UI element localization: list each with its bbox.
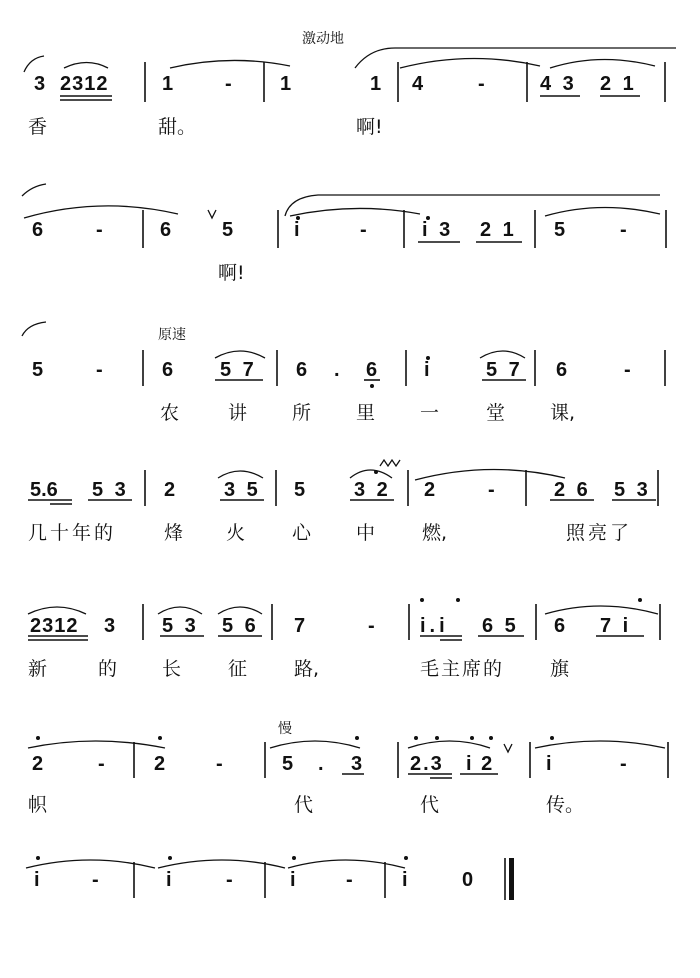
note: 2 1 [600,73,634,95]
slur [215,351,265,358]
note: 5 3 [614,479,648,501]
slur [270,741,360,748]
octave-dot-high [470,736,474,740]
note: - [368,615,375,637]
lyric: 讲 [228,402,248,424]
octave-dot-low [370,384,374,388]
tempo-mark: 原速 [158,327,186,343]
octave-dot-high [489,736,493,740]
slur [28,607,86,614]
note: . [334,359,340,381]
lyric: 路, [294,658,320,680]
lyric: 啊! [356,116,383,138]
lyric: 传。 [546,794,585,816]
lyric: 毛主席的 [420,658,505,680]
note: i [290,869,296,891]
octave-dot-high [36,856,40,860]
note: 2 [154,753,166,775]
lyric: 香 [28,116,48,138]
lyric: 照亮了 [566,522,633,544]
lyric: 农 [160,402,180,424]
note: 5 3 [92,479,126,501]
lyric: 一 [420,402,440,424]
slur [22,322,46,336]
slur [288,860,405,868]
note: - [620,753,627,775]
note: 2 1 [480,219,514,241]
slur [28,741,165,748]
note: 5 [554,219,566,241]
lyric: 燃, [422,522,448,544]
note: 5 [294,479,306,501]
breath-mark [504,744,512,752]
note: - [226,869,233,891]
note: 2 [424,479,436,501]
slur [290,208,420,216]
slur [545,606,658,614]
lyric: 旗 [550,658,570,680]
lyric: 课, [550,402,576,424]
slur [218,607,262,614]
note: 3 [104,615,116,637]
lyric: 帜 [28,794,48,816]
octave-dot-high [456,598,460,602]
note: i 3 [422,219,451,241]
slur [350,470,392,478]
octave-dot-high [414,736,418,740]
octave-dot-high [292,856,296,860]
octave-dot-high [374,470,378,474]
lyric: 堂 [486,402,506,424]
slur [64,63,108,69]
note: i [546,753,552,775]
note: 5 3 [162,615,196,637]
note: - [360,219,367,241]
note: - [92,869,99,891]
slur [535,741,665,748]
trill-mark [380,460,400,466]
slur [158,607,202,614]
note: 3 [351,753,363,775]
lyric: 甜。 [158,116,197,138]
slur [24,56,44,72]
note: 6 [366,359,378,381]
note: 5 [32,359,44,381]
slur [218,471,263,478]
lyric: 所 [292,402,312,424]
note: 5 [222,219,234,241]
note: 4 3 [540,73,574,95]
note: 3 2 [354,479,388,501]
note: 7 [294,615,306,637]
slur [285,195,660,216]
slur [545,207,660,216]
note: 1 [280,73,292,95]
note: - [216,753,223,775]
note: 2.3 [410,753,444,775]
slur [400,58,540,68]
note: 3 [34,73,46,95]
note: 2312 [30,615,79,637]
lyric: 代 [294,794,314,816]
note: 2 6 [554,479,588,501]
slur [26,860,155,868]
octave-dot-high [638,598,642,602]
note: 5 7 [220,359,254,381]
octave-dot-high [168,856,172,860]
octave-dot-high [404,856,408,860]
note: 0 [462,869,474,891]
note: 6 [160,219,172,241]
slur [408,741,490,748]
note: 6 5 [482,615,516,637]
lyric: 新 [28,658,48,680]
slur [22,184,46,196]
note: - [96,219,103,241]
tempo-mark: 慢 [278,721,292,737]
note: i.i [420,615,449,637]
note: i [294,219,300,241]
slur [24,206,178,218]
note: - [478,73,485,95]
note: - [225,73,232,95]
octave-dot-high [158,736,162,740]
lyric: 啊! [218,262,245,284]
tempo-mark: 激动地 [302,31,344,47]
note: 6 [296,359,308,381]
note: - [620,219,627,241]
note: i [424,359,430,381]
note: 5 [282,753,294,775]
octave-dot-high [550,736,554,740]
note: 5 6 [222,615,256,637]
note: - [346,869,353,891]
lyric: 长 [162,658,182,680]
note: - [624,359,631,381]
note: i [402,869,408,891]
lyric: 征 [228,658,248,680]
note: 5.6 [30,479,58,501]
note: 5 7 [486,359,520,381]
note: 2 [32,753,44,775]
lyric: 代 [420,794,440,816]
note: i [34,869,40,891]
note: - [96,359,103,381]
note: 7 i [600,615,629,637]
note: i [166,869,172,891]
lyric: 几十年的 [28,522,117,544]
note: - [488,479,495,501]
octave-dot-high [420,598,424,602]
slur [480,351,525,358]
lyric: 的 [98,658,118,680]
note: . [318,753,324,775]
note: 4 [412,73,424,95]
note: 6 [32,219,44,241]
lyric: 中 [356,522,376,544]
note: 6 [556,359,568,381]
lyric: 心 [292,522,312,544]
octave-dot-high [36,736,40,740]
note: 6 [162,359,174,381]
lyric: 里 [356,402,376,424]
note: 6 [554,615,566,637]
lyric: 火 [226,522,246,544]
note: 1 [370,73,382,95]
note: 1 [162,73,174,95]
octave-dot-high [435,736,439,740]
breath-mark [208,210,216,218]
slur [355,48,676,68]
note: 2312 [60,73,109,95]
slur [550,59,655,68]
note: 2 [164,479,176,501]
lyric: 烽 [164,522,184,544]
final-barline-thick [509,858,514,900]
note: - [98,753,105,775]
octave-dot-high [355,736,359,740]
slur [170,60,290,68]
note: 3 5 [224,479,258,501]
note: i 2 [466,753,493,775]
slur [158,860,285,868]
